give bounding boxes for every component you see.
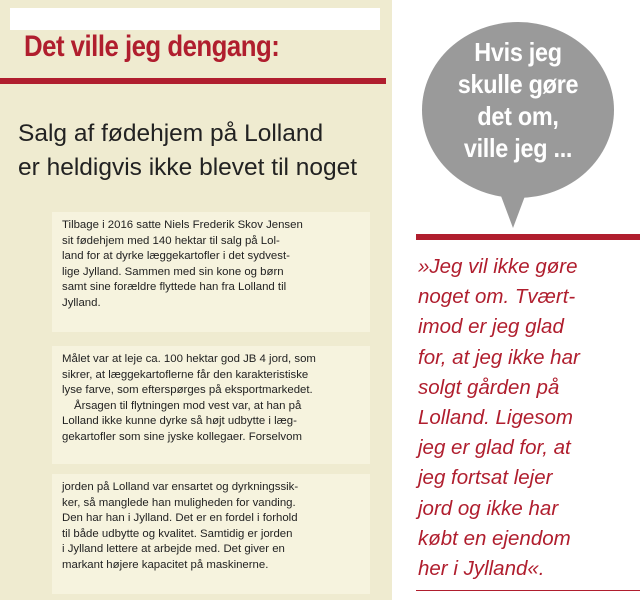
bubble-line: det om, xyxy=(477,101,559,131)
body-line: lige Jylland. Sammen med sin kone og børn xyxy=(62,265,284,278)
subheading xyxy=(18,117,357,185)
body-line: Den har han i Jylland. Det er en fordel i forhold xyxy=(62,512,298,525)
quote-line: noget om. Tvært- xyxy=(418,285,576,309)
bottom-rule xyxy=(416,590,640,591)
body-line: markant højere kapacitet på maskinerne. xyxy=(62,558,269,571)
quote-line: her i Jylland«. xyxy=(418,557,545,581)
body-line: Tilbage i 2016 satte Niels Frederik Skov Jensen xyxy=(62,219,303,231)
quote-line: jeg fortsat lejer xyxy=(418,466,553,490)
body-line: Årsagen til flytningen mod vest var, at han på xyxy=(74,399,302,412)
body-text-box-2 xyxy=(52,346,370,464)
body-line: sikrer, at læggekartoflerne får den karakteristiske xyxy=(62,368,309,381)
quote-line: imod er jeg glad xyxy=(418,315,564,339)
quote-line: solgt gården på xyxy=(418,375,560,399)
body-line: ker, så manglede han muligheden for vanding. xyxy=(62,496,296,509)
speech-bubble-text xyxy=(432,36,605,164)
quote-line: for, at jeg ikke har xyxy=(418,345,580,369)
quote-rule xyxy=(416,234,640,240)
quote-text xyxy=(418,252,638,584)
quote-line: »Jeg vil ikke gøre xyxy=(418,255,578,278)
body-line: Målet var at leje ca. 100 hektar god JB 4 jord, som xyxy=(62,353,316,365)
main-heading: Det ville jeg dengang: xyxy=(24,30,280,63)
speech-bubble-tail xyxy=(498,188,528,228)
body-line: samt sine forældre flyttede han fra Lolland til xyxy=(62,281,287,294)
body-line: Lolland ikke kunne dyrke så højt udbytte i læg- xyxy=(62,415,297,428)
body-text-box-1 xyxy=(52,212,370,332)
body-line: sit fødehjem med 140 hektar til salg på Lol- xyxy=(62,234,280,247)
body-line: Jylland. xyxy=(62,296,101,309)
subheading-block xyxy=(0,115,388,201)
bubble-line: skulle gøre xyxy=(457,69,579,99)
body-line: lyse farve, som efterspørges på eksportmarkedet. xyxy=(62,384,313,397)
body-line: til både udbytte og kvalitet. Samtidig er jorden xyxy=(62,527,293,540)
body-line: land for at dyrke læggekartofler i det sydvest- xyxy=(62,250,290,263)
bubble-line: ville jeg ... xyxy=(463,133,573,163)
bubble-line: Hvis jeg xyxy=(474,37,562,67)
body-line: jorden på Lolland var ensartet og dyrkningssik- xyxy=(62,481,299,493)
quote-line: jeg er glad for, at xyxy=(418,436,571,460)
subheading-line: er heldigvis ikke blevet til noget xyxy=(18,154,358,181)
body-text-box-3 xyxy=(52,474,370,594)
heading-band xyxy=(10,8,380,30)
quote-line: jord og ikke har xyxy=(418,496,559,520)
subheading-line: Salg af fødehjem på Lolland xyxy=(18,120,324,147)
quote-line: købt en ejendom xyxy=(418,526,571,550)
body-line: i Jylland lettere at arbejde med. Det giver en xyxy=(62,543,285,556)
quote-line: Lolland. Ligesom xyxy=(418,406,573,430)
heading-rule xyxy=(0,78,386,84)
body-line: gekartofler som sine jyske kollegaer. Forselvom xyxy=(62,430,302,443)
column-divider xyxy=(392,0,408,600)
